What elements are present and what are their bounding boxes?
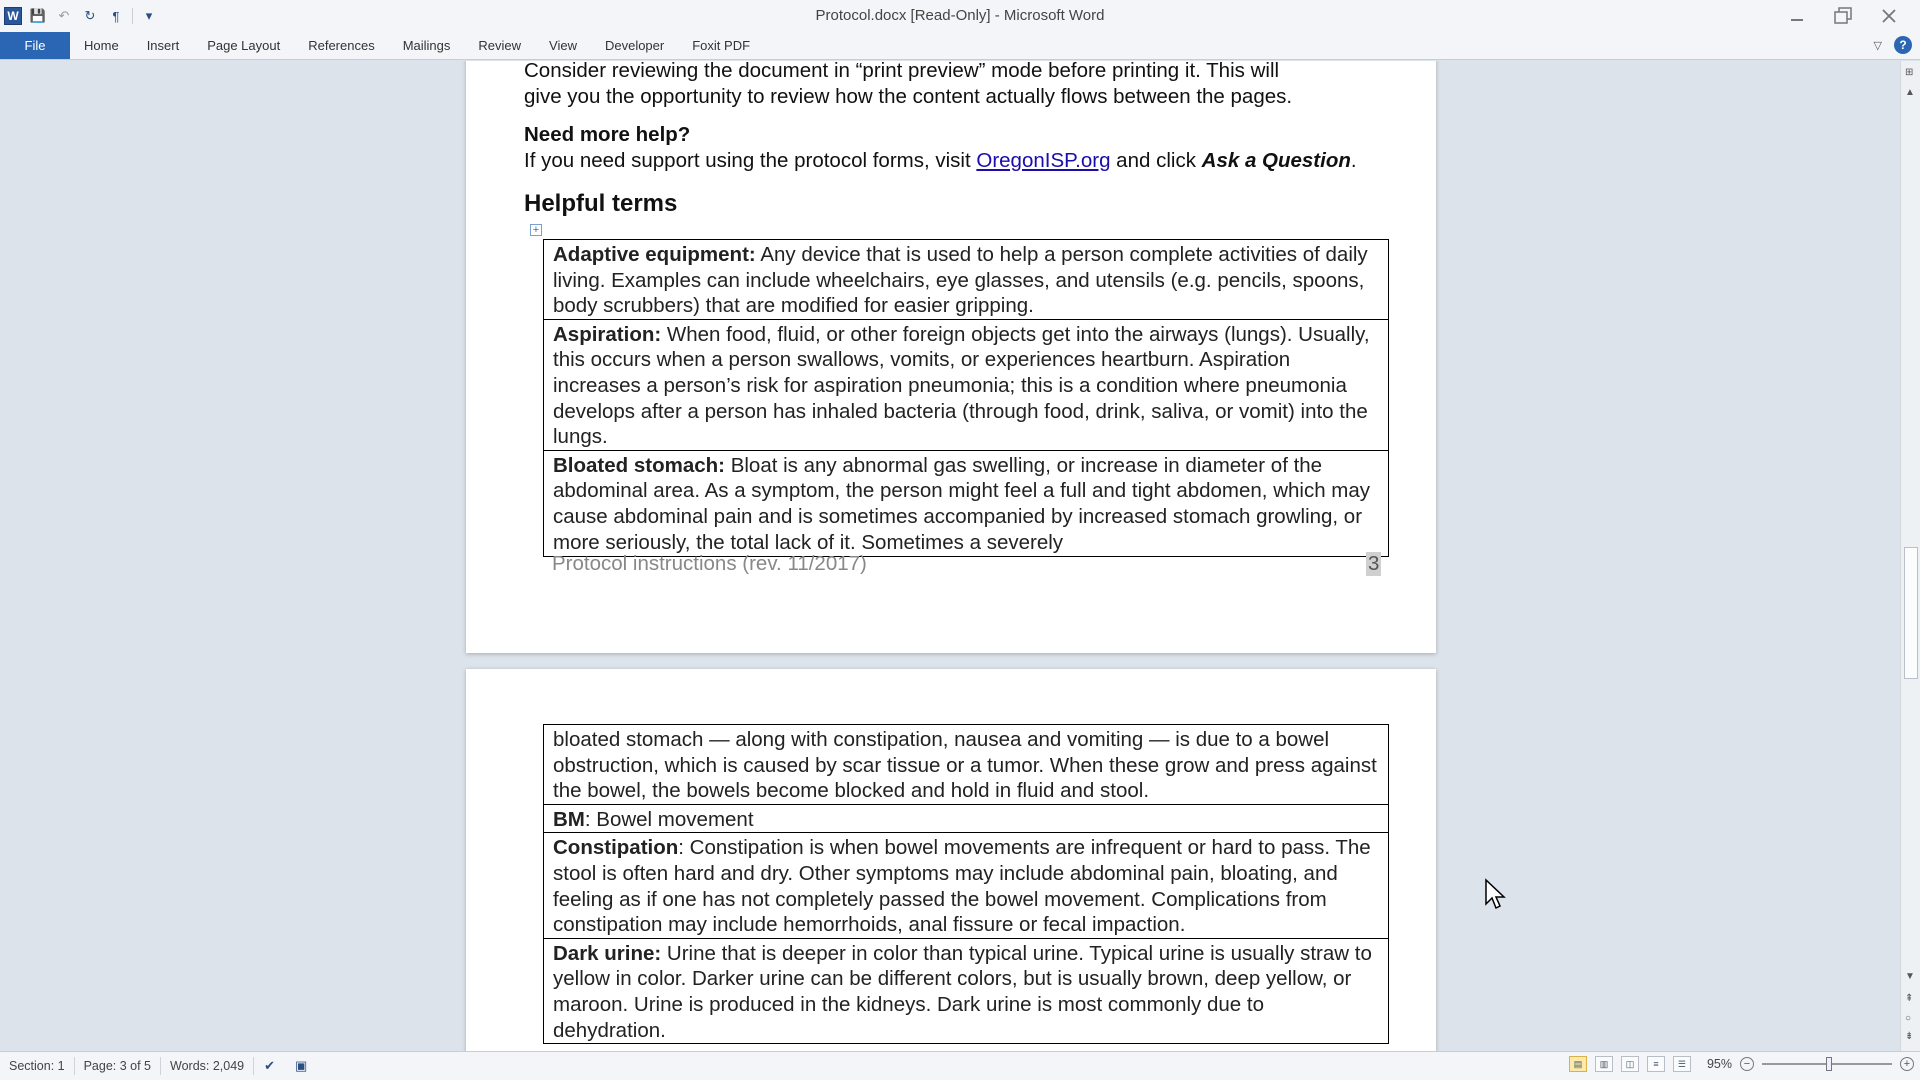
helpful-terms-heading: Helpful terms	[524, 190, 678, 217]
print-layout-view-icon[interactable]: ▤	[1569, 1056, 1587, 1072]
term-row: Adaptive equipment: Any device that is used to help a person complete activities of daily living. Examples can include wheelchairs, eye glasses, and utensils (e.g. pencils, spoons, body scrubbers) that are modified for easier gripping.	[553, 243, 1368, 318]
title-bar	[0, 0, 1920, 32]
window-title: Protocol.docx [Read-Only] - Microsoft Word	[815, 7, 1105, 24]
term-row: bloated stomach — along with constipation, nausea and vomiting — is due to a bowel obstruction, which is caused by scar tissue or a tumor. When these grow and press against the bowel, the bowels become blocked and hold in fluid and stool.	[553, 728, 1377, 803]
web-layout-icon[interactable]: ◫	[1621, 1056, 1639, 1072]
view-and-zoom-controls	[1569, 1056, 1914, 1072]
window-controls	[1774, 0, 1912, 32]
browse-object-icon[interactable]: ○	[1905, 1013, 1912, 1024]
previous-page-icon[interactable]: ⇞	[1905, 993, 1914, 1004]
intro-line-1: Consider reviewing the document in “print preview” mode before printing it. This will	[524, 61, 1280, 82]
minimize-ribbon-icon[interactable]: ▽	[1873, 39, 1882, 52]
help-heading: Need more help?	[524, 123, 691, 146]
minimize-icon[interactable]	[1774, 1, 1820, 31]
ask-question-text: Ask a Question	[1201, 148, 1351, 172]
customize-qat-icon[interactable]: ▾	[145, 8, 153, 23]
tab-view[interactable]: View	[549, 38, 577, 53]
document-page-4[interactable]	[466, 669, 1436, 1051]
tab-home[interactable]: Home	[84, 38, 119, 53]
intro-line-2: give you the opportunity to review how the content actually flows between the pages.	[524, 84, 1293, 108]
macro-record-icon[interactable]: ▣	[295, 1058, 308, 1073]
tab-file[interactable]: File	[0, 32, 70, 59]
qat-separator	[132, 8, 133, 24]
term-row: Constipation: Constipation is when bowel movements are infrequent or hard to pass. The stool is often hard and dry. Other symptoms may include abdominal pain, bloating, and feeling as if one has not completely passed the bowel movement. Complications from constipation may include hemorrhoids, anal fissure or fecal impaction.	[544, 832, 1388, 937]
status-section[interactable]: Section: 1	[0, 1057, 75, 1075]
tab-review[interactable]: Review	[478, 38, 522, 53]
help-icon[interactable]: ?	[1894, 36, 1912, 54]
zoom-slider[interactable]	[1762, 1063, 1892, 1065]
ribbon-tabs	[0, 32, 1920, 60]
zoom-level[interactable]: 95%	[1706, 1057, 1732, 1071]
restore-icon[interactable]	[1820, 1, 1866, 31]
vertical-scrollbar[interactable]	[1900, 61, 1920, 1051]
term-row: Aspiration: When food, fluid, or other foreign objects get into the airways (lungs). Usually, this occurs when a person swallows, vomits, or experiences heartburn. Aspiration increases a person’s risk for aspiration pneumonia; this is a condition where pneumonia develops after a person has inhaled bacteria (through food, drink, saliva, or vomit) into the lungs.	[544, 319, 1388, 450]
ribbon-right-controls	[1874, 36, 1912, 54]
status-page[interactable]: Page: 3 of 5	[75, 1057, 161, 1075]
scrollbar-thumb[interactable]	[1904, 547, 1918, 679]
page-footer: Protocol instructions (rev. 11/2017)	[552, 552, 867, 575]
tab-foxit-pdf[interactable]: Foxit PDF	[692, 38, 751, 53]
scroll-up-icon[interactable]: ▲	[1905, 87, 1915, 98]
table-move-handle-icon[interactable]: +	[530, 224, 542, 236]
term-row: Bloated stomach: Bloat is any abnormal gas swelling, or increase in diameter of the abdominal area. As a symptom, the person might feel a full and tight abdomen, which may cause abdominal pain and is sometimes accompanied by increased stomach growling, or more seriously, the total lack of it. Sometimes a severely	[544, 450, 1388, 556]
scroll-down-icon[interactable]: ▼	[1905, 971, 1915, 982]
document-area[interactable]	[0, 61, 1900, 1051]
tab-insert[interactable]: Insert	[146, 38, 180, 53]
mouse-cursor-icon	[1484, 878, 1506, 910]
term-row: BM: Bowel movement	[544, 804, 1388, 833]
terms-table-page-4	[543, 724, 1389, 1044]
full-screen-reading-icon[interactable]: ▥	[1595, 1056, 1613, 1072]
pilcrow-icon[interactable]: ¶	[112, 8, 120, 24]
page-number: 3	[1368, 552, 1380, 575]
status-bar	[0, 1051, 1920, 1080]
help-paragraph: If you need support using the protocol forms, visit OregonISP.org and click Ask a Question.	[524, 148, 1357, 172]
next-page-icon[interactable]: ⇟	[1905, 1031, 1914, 1042]
status-words[interactable]: Words: 2,049	[161, 1057, 254, 1075]
word-app-icon[interactable]: W	[4, 7, 22, 25]
terms-table-page-3	[543, 239, 1389, 557]
term-row: Dark urine: Urine that is deeper in color than typical urine. Typical urine is usually straw to yellow in color. Darker urine can be different colors, but is usually brown, deep yellow, or maroon. Urine is produced in the kidneys. Dark urine is most commonly due to dehydration.	[544, 938, 1388, 1043]
page-body	[524, 61, 1384, 219]
quick-access-toolbar	[0, 0, 159, 32]
close-icon[interactable]	[1866, 1, 1912, 31]
tab-developer[interactable]: Developer	[604, 38, 665, 53]
tab-references[interactable]: References	[308, 38, 375, 53]
tab-mailings[interactable]: Mailings	[402, 38, 451, 53]
document-page-3[interactable]	[466, 61, 1436, 653]
zoom-out-icon[interactable]: −	[1740, 1057, 1754, 1071]
proofing-icon[interactable]: ✔	[264, 1058, 276, 1073]
oregonisp-link[interactable]: OregonISP.org	[976, 148, 1111, 172]
outline-view-icon[interactable]: ≡	[1647, 1056, 1665, 1072]
undo-icon[interactable]: ↶	[58, 8, 70, 23]
save-icon[interactable]: 💾	[29, 8, 47, 23]
zoom-in-icon[interactable]: +	[1900, 1057, 1914, 1071]
tab-page-layout[interactable]: Page Layout	[207, 38, 281, 53]
zoom-slider-knob[interactable]	[1826, 1057, 1832, 1071]
redo-icon[interactable]: ↻	[84, 8, 96, 23]
draft-view-icon[interactable]: ☰	[1673, 1056, 1691, 1072]
ruler-toggle-icon[interactable]: ⊞	[1905, 67, 1914, 78]
